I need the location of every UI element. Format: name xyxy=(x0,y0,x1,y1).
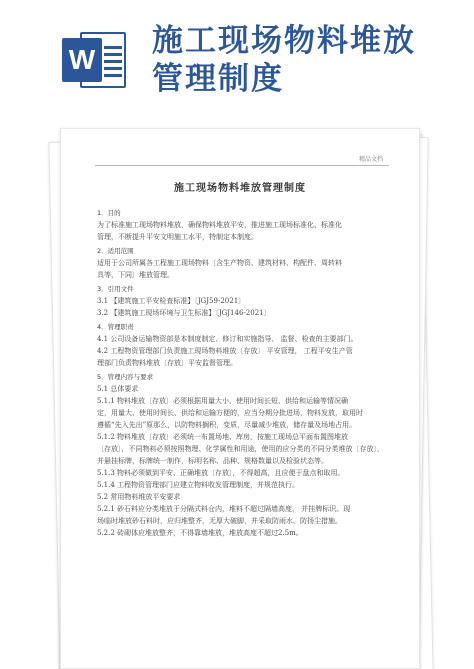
body-line: 5.2 常用物料堆放平安要求 xyxy=(97,493,181,501)
banner-title-line-1: 施工现场物料堆放 xyxy=(152,23,416,59)
section-heading: 2．适用范围 xyxy=(97,247,134,255)
header-tag: 精品文档 xyxy=(358,156,383,163)
body-line: 并悬挂标牌，标牌统一制作，标明名称、品种、规格数量以及检验状态等。 xyxy=(97,457,328,465)
body-line: 5.1.4 工程物资管理部门应建立物料收发管理制度，并规范执行。 xyxy=(97,481,300,489)
word-logo-letter: W xyxy=(62,38,102,82)
header-rule xyxy=(95,165,389,166)
body-line: 场临时堆放砂石料时，应归堆整齐，无厚大破脚，并采取防雨水、防扬尘措施。 xyxy=(97,517,342,525)
body-line: 管理，不断提升平安文明施工水平，特制定本制度。 xyxy=(97,233,258,241)
section-heading: 5．管理内容与要求 xyxy=(97,373,154,381)
body-line: 〔存放〕，不同物料必须按照物理、化学属性和用途，使用的应分类的不同分类堆放〔存放〕， xyxy=(97,445,384,453)
body-line: 具等，下同〕堆放管理。 xyxy=(97,271,174,279)
banner xyxy=(0,0,474,112)
section-heading: 4．管理职责 xyxy=(97,323,134,331)
body-line: 5.1 总体要求 xyxy=(97,385,139,393)
body-line: 为了标准施工现场物料堆放，确保物料堆放平安，推进施工现场标准化、标准化 xyxy=(97,221,342,229)
body-line: 定，用量大、使用时间长、供给和运输方便的，应当分期分批进场，物料发放，取用时 xyxy=(97,409,363,417)
body-line: 5.2.2 砖砌体应堆放整齐，不得靠墙堆放，堆放高度不超过2.5m。 xyxy=(97,529,303,537)
banner-title-line-2: 管理制度 xyxy=(152,61,284,97)
body-line: 4.1 公司设备运输物资部是本制度制定、修订和实施指导、 监督、检查的主要部门。 xyxy=(97,335,358,343)
document-page xyxy=(60,128,420,669)
body-line: 适用于公司所属各工程施工现场物料〔含生产物资、建筑材料、构配件、周转料 xyxy=(97,259,342,267)
section-heading: 3．引用文件 xyxy=(97,285,134,293)
document-title: 施工现场物料堆放管理制度 xyxy=(174,183,306,194)
section-heading: 1．目的 xyxy=(97,209,121,217)
body-line: 理部门负责物料堆放〔存放〕平安监督管理。 xyxy=(97,359,237,367)
body-line: 3.1 【建筑施工平安检查标准】〔JGJ59-2021〕 xyxy=(97,297,246,305)
body-line: 5.1.1 物料堆放〔存放〕必须根据用量大小、使用时间长短、供给和运输等情况确 xyxy=(97,397,349,405)
banner-title xyxy=(152,22,462,98)
body-line: 3.2 【建筑施工现场环境与卫生标准】〔JGJ146-2021〕 xyxy=(97,309,271,317)
body-line: 遵循“先入先出”原那么，以防物料搁积，变质，尽量减少堆放，储存量及场地占用。 xyxy=(97,421,357,429)
word-document-icon xyxy=(62,28,128,92)
document-preview xyxy=(60,128,420,669)
document-body xyxy=(97,205,391,539)
body-line: 5.1.2 物料堆放〔存放〕必须统一布置场地、库房，按施工现场总平面布置图堆放 xyxy=(97,433,349,441)
body-line: 5.1.3 物料必须做到平安、正确堆放〔存放〕，不得超高，且应便于盘点和取用。 xyxy=(97,469,345,477)
body-line: 4.2 工程物资管理部门负责施工现场物料堆放〔存放〕 平安管理， 工程平安生产管 xyxy=(97,347,353,355)
body-line: 5.2.1 砂石料应分类堆放于分隔式料仓内，堆料不超过隔墙高度， 并挂牌标识。现 xyxy=(97,505,351,513)
